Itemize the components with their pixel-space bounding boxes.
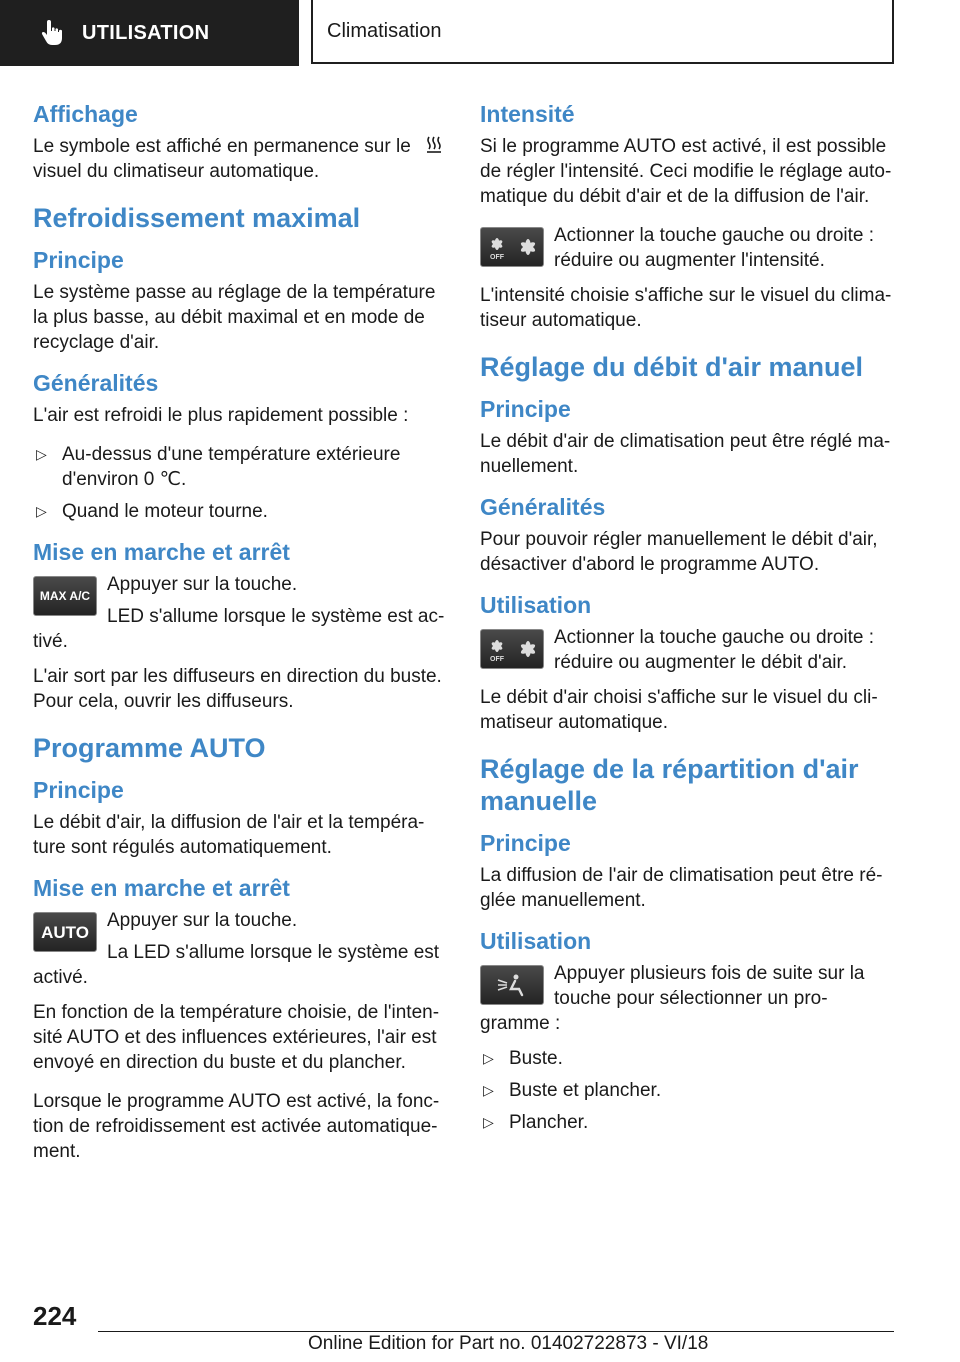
seat-airflow-icon: [495, 973, 529, 997]
mise-1-text-2: L'air sort par les diffuseurs en direction du buste. Pour cela, ouvrir les diffuseurs.: [33, 666, 442, 712]
air-distribution-button-icon: [480, 965, 544, 1005]
fan-buttons-icon: [480, 227, 544, 267]
section-tab: [0, 0, 299, 66]
affichage-text: Le symbole est affiché en permanence sur le visuel du climatiseur automatique.: [33, 134, 447, 184]
mise-1-line-2: LED s'allume lorsque le système est ac-tivé.: [33, 606, 445, 652]
heading-refroidissement: Refroidissement maximal: [33, 203, 361, 233]
svg-text:OFF: OFF: [489, 254, 504, 260]
heading-intensite: Intensité: [480, 101, 575, 127]
fan-large-icon: [517, 638, 539, 660]
heading-utilisation-2: Utilisation: [480, 928, 592, 954]
fan-small-icon: [486, 636, 508, 662]
heading-generalites-1: Généralités: [33, 370, 159, 396]
mise-2-text-2: En fonction de la température choisie, de l'inten-sité AUTO et des influences extérieures, l'air est envoyé en direction du buste et du plancher.: [33, 1002, 440, 1073]
fan-buttons-icon: [480, 629, 544, 669]
heading-mise-en-marche-1: Mise en marche et arrêt: [33, 539, 290, 565]
utilisation-2-instruction: [480, 961, 894, 1036]
footer-divider: [98, 1331, 894, 1332]
list-item: ▷ Buste.: [483, 1048, 563, 1069]
max-ac-button-icon: MAX A/C: [33, 576, 97, 616]
mise-1-line-1: Appuyer sur la touche.: [107, 574, 298, 595]
intensite-text: Si le programme AUTO est activé, il est possible de régler l'intensité. Ceci modifie le réglage auto-matique du débit d'air et de la diffusion de l'air.: [480, 136, 892, 207]
heading-principe-2: Principe: [33, 777, 124, 803]
principe-1-text: Le système passe au réglage de la température la plus basse, au débit maximal et en mode de recyclage d'air.: [33, 282, 436, 353]
mise-2-text-3: Lorsque le programme AUTO est activé, la fonc-tion de refroidissement est activée automatique-ment.: [33, 1091, 440, 1162]
heading-repartition-air: Réglage de la répartition d'air manuelle: [480, 754, 859, 816]
page-number: 224: [33, 1301, 77, 1331]
triangle-bullet-icon: ▷: [483, 1114, 494, 1130]
utilisation-1-action: Actionner la touche gauche ou droite : réduire ou augmenter le débit d'air.: [554, 627, 875, 673]
list-item: ▷ Au-dessus d'une température extérieure d'environ 0 ℃.: [36, 444, 401, 490]
heading-principe-1: Principe: [33, 247, 124, 273]
principe-2-text: Le débit d'air, la diffusion de l'air et la tempéra-ture sont régulés automatiquement.: [33, 812, 425, 858]
chapter-name: Climatisation: [327, 19, 442, 42]
list-item: ▷ Quand le moteur tourne.: [36, 501, 268, 522]
list-item: ▷ Plancher.: [483, 1112, 589, 1133]
chapter-box: [311, 0, 894, 64]
heading-generalites-2: Généralités: [480, 494, 606, 520]
mise-2-line-2: La LED s'allume lorsque le système est activé.: [33, 942, 440, 988]
triangle-bullet-icon: ▷: [36, 446, 47, 462]
heading-principe-3: Principe: [480, 396, 571, 422]
utilisation-1-text-2: Le débit d'air choisi s'affiche sur le visuel du cli-matiseur automatique.: [480, 687, 878, 733]
heading-debit-air: Réglage du débit d'air manuel: [480, 352, 863, 382]
edition-text: Online Edition for Part no. 01402722873 - VI/18: [308, 1333, 709, 1354]
svg-text:OFF: OFF: [489, 656, 504, 662]
section-name: UTILISATION: [82, 21, 210, 44]
bullet-list-1: [33, 442, 447, 524]
heading-affichage: Affichage: [33, 101, 138, 127]
triangle-bullet-icon: ▷: [483, 1082, 494, 1098]
principe-4-text: La diffusion de l'air de climatisation peut être ré-glée manuellement.: [480, 865, 883, 911]
maxac-instruction: [33, 572, 447, 654]
heading-mise-en-marche-2: Mise en marche et arrêt: [33, 875, 290, 901]
fan-large-icon: [517, 236, 539, 258]
mise-2-line-1: Appuyer sur la touche.: [107, 910, 298, 931]
fan-small-icon: [486, 234, 508, 260]
hand-pointer-icon: [38, 18, 68, 48]
heading-programme-auto: Programme AUTO: [33, 733, 266, 763]
defrost-symbol-icon: [426, 135, 442, 155]
utilisation-1-instruction: [480, 625, 894, 675]
heading-utilisation-1: Utilisation: [480, 592, 592, 618]
page-header: [0, 0, 960, 66]
intensite-text-2: L'intensité choisie s'affiche sur le visuel du clima-tiseur automatique.: [480, 285, 892, 331]
intensite-action: Actionner la touche gauche ou droite : réduire ou augmenter l'intensité.: [554, 225, 875, 271]
triangle-bullet-icon: ▷: [483, 1050, 494, 1066]
auto-instruction: [33, 908, 447, 990]
left-column: [33, 100, 447, 1178]
bullet-list-2: [480, 1046, 894, 1135]
right-column: [480, 100, 894, 1149]
list-item: ▷ Buste et plancher.: [483, 1080, 662, 1101]
principe-3-text: Le débit d'air de climatisation peut être réglé ma-nuellement.: [480, 431, 891, 477]
generalites-2-text: Pour pouvoir régler manuellement le débit d'air, désactiver d'abord le programme AUTO.: [480, 529, 878, 575]
heading-principe-4: Principe: [480, 830, 571, 856]
auto-button-icon: AUTO: [33, 912, 97, 952]
triangle-bullet-icon: ▷: [36, 503, 47, 519]
generalites-1-text: L'air est refroidi le plus rapidement possible :: [33, 405, 409, 426]
utilisation-2-action: Appuyer plusieurs fois de suite sur la touche pour sélectionner un pro-gramme :: [480, 963, 865, 1034]
page-footer: [0, 1295, 960, 1362]
intensite-instruction: [480, 223, 894, 273]
